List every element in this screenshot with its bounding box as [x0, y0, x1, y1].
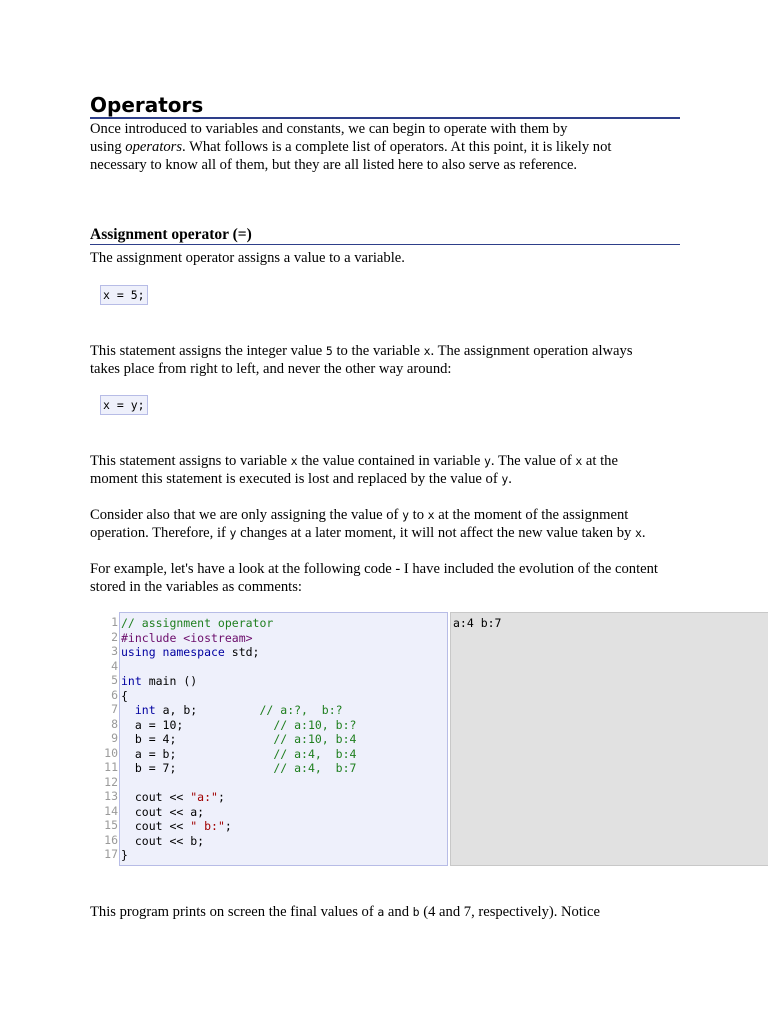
line-number: 8 [111, 716, 118, 731]
text-run: Consider also that we are only assigning the value of [90, 507, 403, 523]
text-run: at the moment of the assignment [434, 507, 629, 523]
inline-code: x [634, 526, 642, 540]
intro-line-2a: using [90, 139, 126, 155]
code-line [121, 616, 356, 631]
text-run: operation. Therefore, if [90, 525, 230, 541]
code-token: // a:10, b:4 [273, 732, 357, 746]
text-run: stored in the variables as comments: [90, 579, 302, 595]
code-token: { [121, 688, 128, 703]
line-number: 3 [111, 644, 118, 658]
code-line [121, 761, 356, 776]
text-run: For example, let's have a look at the following code - I have included the evolution of the content [90, 561, 658, 577]
code-token: // assignment operator [121, 616, 274, 630]
text-run: . [508, 471, 512, 487]
code-token: a = 10; [121, 717, 274, 732]
code-example [100, 612, 768, 866]
code-line [121, 776, 356, 791]
inline-code: x [423, 344, 431, 358]
line-number: 16 [104, 832, 118, 847]
line-number: 4 [111, 658, 118, 673]
code-token: " b:" [190, 819, 225, 833]
code-token: b = 7; [121, 761, 274, 775]
code-token: using namespace [121, 645, 225, 659]
inline-code: y [501, 472, 509, 486]
code-token: cout << a; [121, 804, 205, 819]
section-description: The assignment operator assigns a value to a variable. [90, 250, 405, 266]
output-panel [450, 612, 768, 866]
intro-line-1: Once introduced to variables and constants, we can begin to operate with them by [90, 121, 568, 137]
code-token: main () [141, 674, 198, 688]
line-number: 17 [104, 847, 118, 861]
code-token: // a:4, b:7 [273, 761, 357, 775]
text-run: changes at a later moment, it will not affect the new value taken by [236, 525, 635, 541]
text-run: (4 and 7, respectively). Notice [419, 904, 600, 920]
inline-code: x [290, 454, 298, 468]
code-token: b = 4; [121, 732, 274, 746]
code-line [121, 674, 356, 689]
code-line [121, 732, 356, 747]
intro-paragraph [90, 120, 680, 174]
text-run: the value contained in variable [297, 453, 484, 469]
code-line [121, 689, 356, 704]
text-run: . [641, 525, 646, 541]
code-token: cout << [121, 819, 191, 833]
code-line [121, 703, 356, 718]
inline-code: 5 [325, 344, 333, 358]
code-token: #include <iostream> [121, 630, 253, 645]
line-number: 12 [104, 774, 118, 789]
code-line [121, 834, 356, 849]
code-line [121, 848, 356, 863]
line-number: 1 [111, 615, 118, 629]
inline-code: y [483, 454, 491, 468]
inline-code: x [575, 454, 583, 468]
line-number: 7 [111, 702, 118, 716]
text-run: to the variable [332, 343, 424, 359]
line-number: 5 [111, 673, 118, 687]
code-token [121, 703, 135, 717]
code-token: "a:" [190, 790, 218, 804]
text-run: at the [582, 453, 618, 469]
program-output: a:4 b:7 [453, 616, 502, 630]
section-heading: Assignment operator (=) [90, 226, 680, 245]
intro-line-3: necessary to know all of them, but they are all listed here to also serve as reference. [90, 157, 578, 173]
code-line [121, 645, 356, 660]
paragraph-4 [90, 506, 680, 542]
code-token: cout << [121, 790, 191, 804]
code-token: a = b; [121, 746, 274, 761]
code-line [121, 790, 356, 805]
code-token: // a:10, b:? [273, 717, 357, 732]
inline-code: a [377, 905, 385, 919]
code-token: std; [224, 645, 260, 659]
code-line [121, 805, 356, 820]
code-token: } [121, 848, 128, 862]
code-token: a, b; [155, 703, 260, 717]
text-run: . The value of [490, 453, 576, 469]
code-line [121, 660, 356, 675]
line-number: 2 [111, 629, 118, 644]
line-number: 13 [104, 789, 118, 803]
text-run: to [409, 507, 428, 523]
inline-code: y [402, 508, 410, 522]
text-run: This statement assigns to variable [90, 453, 291, 469]
intro-line-2b: . What follows is a complete list of operators. At this point, it is likely not [182, 139, 612, 155]
line-number-gutter [100, 615, 118, 862]
code-snippet-2: x = y; [100, 395, 148, 415]
code-line [121, 819, 356, 834]
text-run: . The assignment operation always [430, 343, 633, 359]
line-number: 11 [104, 760, 118, 774]
line-number: 9 [111, 731, 118, 745]
code-listing [121, 616, 356, 863]
paragraph-6 [90, 903, 680, 921]
text-run: takes place from right to left, and never the other way around: [90, 361, 452, 377]
text-run: This statement assigns the integer value [90, 343, 326, 359]
paragraph-2 [90, 342, 680, 378]
line-number: 10 [104, 745, 118, 760]
page-title: Operators [90, 93, 680, 119]
code-token: // a:4, b:4 [273, 746, 357, 761]
code-token: int [134, 703, 156, 717]
inline-code: b [412, 905, 420, 919]
operators-emphasis: operators [125, 139, 183, 155]
inline-code: y [229, 526, 237, 540]
code-snippet-1: x = 5; [100, 285, 148, 305]
code-token: cout << b; [121, 833, 205, 848]
line-number: 15 [104, 818, 118, 832]
code-line [121, 718, 356, 733]
code-panel[interactable] [119, 612, 448, 866]
code-token: ; [224, 819, 232, 833]
line-number: 14 [104, 803, 118, 818]
code-line [121, 631, 356, 646]
code-line [121, 747, 356, 762]
text-run: This program prints on screen the final values of [90, 904, 378, 920]
inline-code: x [427, 508, 435, 522]
text-run: and [384, 904, 413, 920]
paragraph-5 [90, 560, 680, 596]
code-token: int [121, 674, 142, 688]
text-run: moment this statement is executed is lost and replaced by the value of [90, 471, 502, 487]
code-token: // a:?, b:? [259, 703, 343, 717]
code-token: ; [217, 790, 225, 804]
paragraph-3 [90, 452, 680, 488]
line-number: 6 [111, 687, 118, 702]
